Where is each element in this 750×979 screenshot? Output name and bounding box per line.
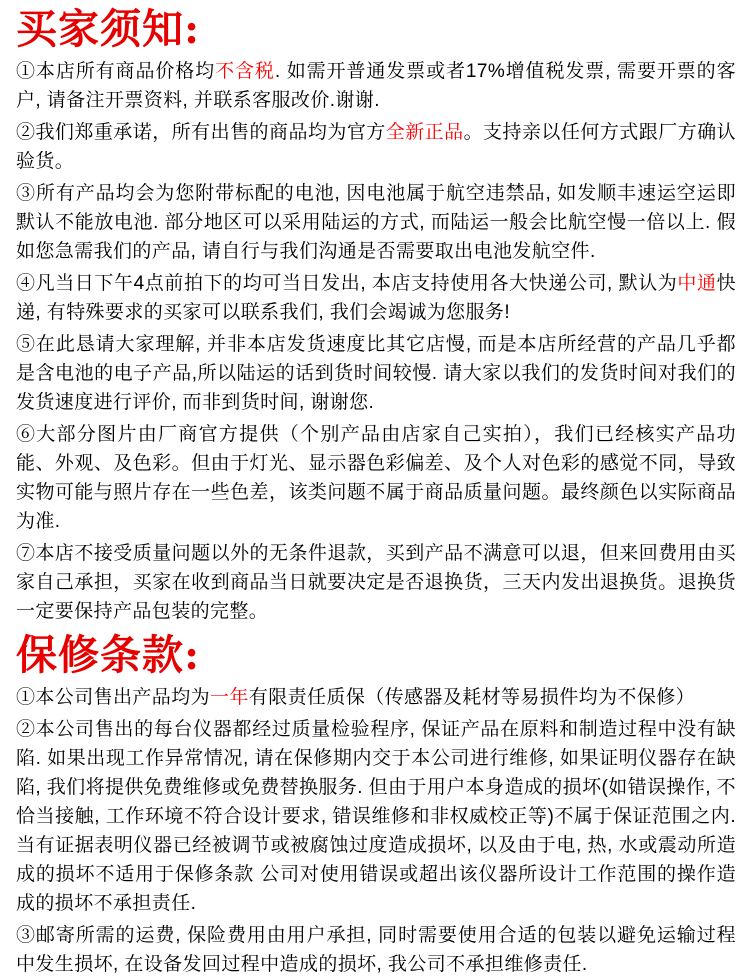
notice-paragraph	[16, 330, 736, 417]
section-title-buyer-notice: 买家须知:	[16, 5, 201, 53]
body-text: ①本店所有商品价格均	[16, 61, 216, 83]
highlighted-text: 全新正品	[385, 122, 464, 144]
body-text: . 如需开普通发票或者17%增值税发票, 需要开票的客户, 请备注开票资料, 并联系客服改价.谢谢.	[16, 61, 736, 112]
body-text: ②本公司售出的每台仪器都经过质量检验程序, 保证产品在原料和制造过程中没有缺陷. 如果出现工作异常情况, 请在保修期内交于本公司进行维修, 如果证明仪器存在缺陷, 我们将提供免费维修或免费替换服务. 但由于用户本身造成的损坏(如错误操作, 不恰当接触, 工作环境不符合设计要求, 错误维修和非权威校正等)不属于保证范围之内. 当有证据表明仪器已经被调节或被腐蚀过度造成损坏, 以及由于电, 热, 水或震动所造成的损坏不适用于保修条款 公司对使用错误或超出该仪器所设计工作范围的操作造成的损坏不承担责任.	[16, 719, 736, 915]
notice-paragraph	[16, 921, 736, 979]
notice-paragraph	[16, 57, 736, 115]
section-title-warranty-terms: 保修条款:	[16, 631, 201, 680]
notice-paragraph	[16, 539, 736, 626]
body-text: 有限责任质保（传感器及耗材等易损件均为不保修）	[248, 687, 696, 709]
buyer-notice-items	[16, 57, 736, 626]
body-text: ④凡当日下午4点前拍下的均可当日发出, 本店支持使用各大快递公司, 默认为	[16, 273, 678, 295]
section-warranty-terms	[16, 632, 736, 979]
body-text: ⑥大部分图片由厂商官方提供（个别产品由店家自己实拍），我们已经核实产品功能、外观、及色彩。但由于灯光、显示器色彩偏差、及个人对色彩的感觉不同，导致实物可能与照片存在一些色差，该类问题不属于商品质量问题。最终颜色以实际商品为准.	[16, 424, 736, 533]
highlighted-text: 中通	[677, 273, 717, 295]
notice-paragraph	[16, 269, 736, 327]
section-buyer-notice	[16, 6, 736, 626]
highlighted-text: 一年	[210, 687, 249, 709]
body-text: ⑤在此恳请大家理解, 并非本店发货速度比其它店慢, 而是本店所经营的产品几乎都是含电池的电子产品,所以陆运的话到货时间较慢. 请大家以我们的发货时间对我们的发货速度进行评价, 而非到货时间, 谢谢您.	[16, 334, 736, 414]
body-text: 。支持亲以任何方式跟厂方确认验货。	[16, 122, 736, 173]
body-text: 快递, 有特殊要求的买家可以联系我们, 我们会竭诚为您服务!	[16, 273, 736, 324]
notice-paragraph	[16, 179, 736, 266]
body-text: ③所有产品均会为您附带标配的电池, 因电池属于航空违禁品, 如发顺丰速运空运即默认不能放电池. 部分地区可以采用陆运的方式, 而陆运一般会比航空慢一倍以上. 假如您急需我们的产品, 请自行与我们沟通是否需要取出电池发航空件.	[16, 183, 736, 263]
body-text: ③邮寄所需的运费, 保险费用由用户承担, 同时需要使用合适的包装以避免运输过程中发生损坏, 在设备发回过程中造成的损坏, 我公司不承担维修责任.	[16, 925, 736, 976]
notice-paragraph	[16, 420, 736, 536]
body-text: ①本公司售出产品均为	[16, 687, 211, 709]
warranty-terms-items	[16, 683, 736, 979]
body-text: ②我们郑重承诺，所有出售的商品均为官方	[16, 122, 386, 144]
body-text: ⑦本店不接受质量问题以外的无条件退款，买到产品不满意可以退，但来回费用由买家自己承担，买家在收到商品当日就要决定是否退换货，三天内发出退换货。退换货一定要保持产品包装的完整。	[16, 543, 736, 623]
notice-paragraph	[16, 683, 736, 712]
highlighted-text: 不含税	[215, 61, 275, 83]
notice-paragraph	[16, 118, 736, 176]
notice-paragraph	[16, 715, 736, 918]
